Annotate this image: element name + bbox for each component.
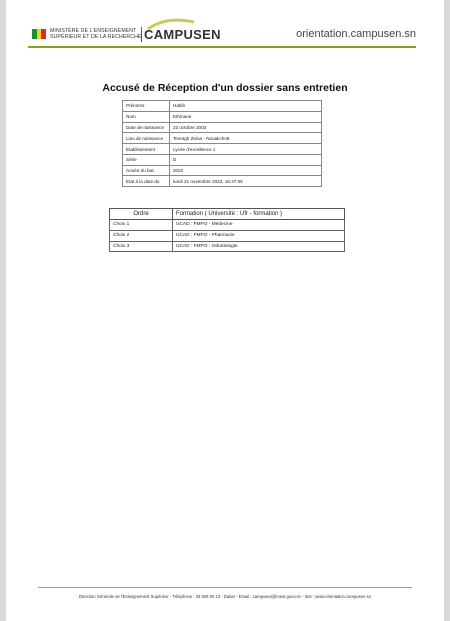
info-row xyxy=(123,154,322,165)
choice-order: Choix 3 xyxy=(110,241,173,252)
choice-order: Choix 2 xyxy=(110,230,173,241)
campusen-logo: CAMPUSEN xyxy=(144,27,221,42)
page-title: Accusé de Réception d'un dossier sans entretien xyxy=(102,82,348,94)
ministry-name xyxy=(50,28,142,40)
info-row xyxy=(123,176,322,187)
choice-formation: UCAD : FMPO - Odontologie xyxy=(173,241,345,252)
info-row xyxy=(123,165,322,176)
info-value: 23 octobre 2003 xyxy=(170,122,322,133)
choice-row xyxy=(110,230,345,241)
ministry-line-1: MINISTÈRE DE L'ENSEIGNEMENT xyxy=(50,28,137,34)
document-header xyxy=(28,22,416,48)
header-formation: Formation ( Université : Ufr - formation ) xyxy=(173,209,345,220)
info-row xyxy=(123,111,322,122)
applicant-info-table xyxy=(122,100,322,187)
info-row xyxy=(123,122,322,133)
choice-row xyxy=(110,220,345,231)
footer-rule xyxy=(38,587,412,588)
info-label: Année du bac xyxy=(123,165,170,176)
senegal-flag-icon xyxy=(32,29,46,39)
header-divider xyxy=(141,27,142,42)
info-label: Date de naissance xyxy=(123,122,170,133)
info-row xyxy=(123,133,322,144)
info-value: 2022 xyxy=(170,165,322,176)
info-value: Tevragh Zeina - Nouakchott xyxy=(170,133,322,144)
document-page xyxy=(6,0,444,621)
info-row xyxy=(123,144,322,155)
info-label: Nom xyxy=(123,111,170,122)
info-value: D xyxy=(170,154,322,165)
info-value: Lycée d'excellence 1 xyxy=(170,144,322,155)
website-url: orientation.campusen.sn xyxy=(296,28,416,40)
header-rule xyxy=(28,46,416,48)
footer-text: Direction Générale de l'Enseignement Supérieur - Téléphone : 33 829 00 13 - Dakar - Email : campusen@mesr.gouv.sn - Site : www.orientation.campusen.sn xyxy=(79,594,371,599)
info-label: Etablissement xyxy=(123,144,170,155)
ministry-line-2: SUPÉRIEUR ET DE LA RECHERCHE xyxy=(50,34,142,40)
choices-header-row xyxy=(110,209,345,220)
choice-row xyxy=(110,241,345,252)
header-order: Ordre xyxy=(110,209,173,220)
info-value: Ethmane xyxy=(170,111,322,122)
choice-formation: UCAD : FMPO - Médecine xyxy=(173,220,345,231)
info-row xyxy=(123,101,322,112)
info-label: Série xyxy=(123,154,170,165)
info-label: Etat à la date du xyxy=(123,176,170,187)
choice-order: Choix 1 xyxy=(110,220,173,231)
choices-table xyxy=(109,208,345,252)
choice-formation: UCAD : FMPO - Pharmacie xyxy=(173,230,345,241)
info-value: lundi 21 novembre 2022, 15:47:05 xyxy=(170,176,322,187)
info-label: Lieu de naissance xyxy=(123,133,170,144)
info-value: Habib xyxy=(170,101,322,112)
info-label: Prénoms xyxy=(123,101,170,112)
